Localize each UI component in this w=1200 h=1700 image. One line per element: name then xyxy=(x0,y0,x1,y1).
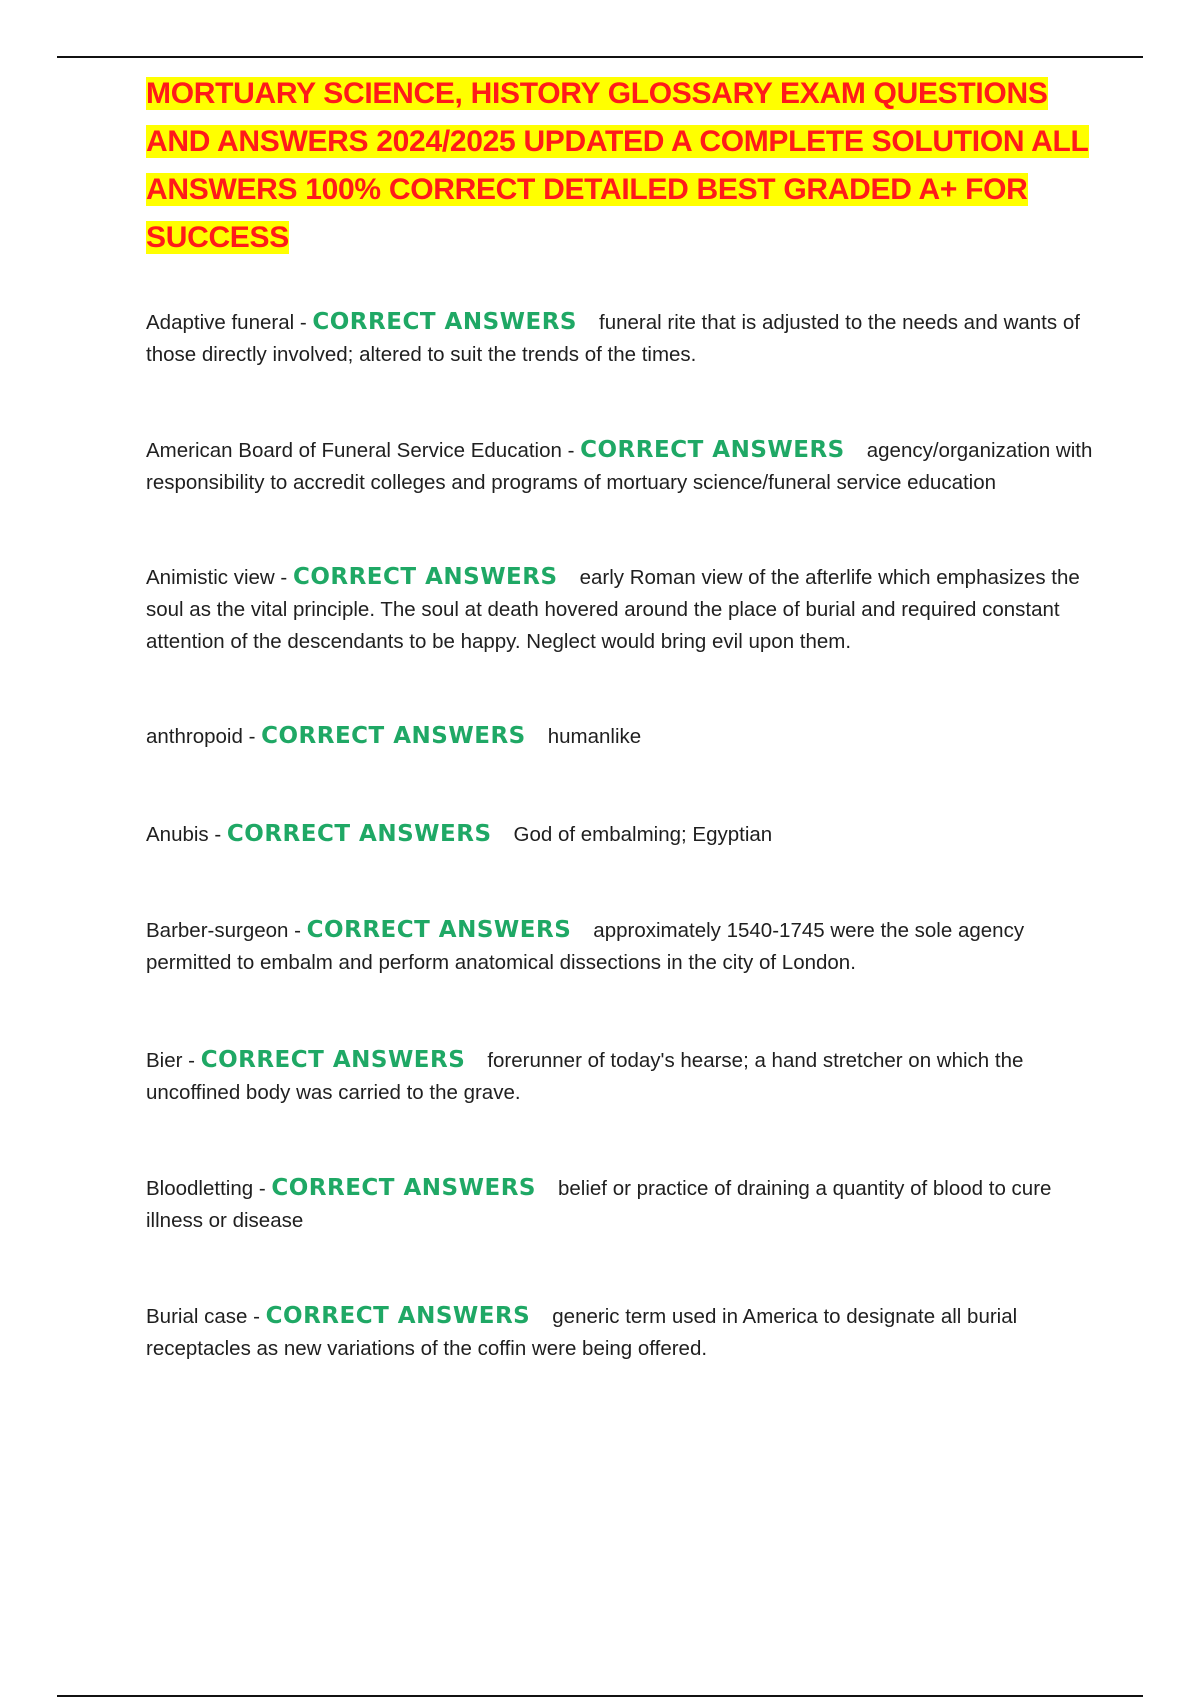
correct-answers-label: CORRECT ANSWERS xyxy=(265,1303,531,1329)
entry-definition: approximately 1540-1745 were the sole agency permitted to embalm and perform anatomical dissections in the city of London. xyxy=(146,919,1025,974)
glossary-entry xyxy=(146,818,1096,851)
correct-answers-label: CORRECT ANSWERS xyxy=(292,564,558,590)
entry-definition: God of embalming; Egyptian xyxy=(513,823,773,846)
entry-definition: generic term used in America to designate all burial receptacles as new variations of the coffin were being offered. xyxy=(146,1305,1018,1360)
correct-answers-label: CORRECT ANSWERS xyxy=(312,309,577,335)
entry-definition: forerunner of today's hearse; a hand stretcher on which the uncoffined body was carried to the grave. xyxy=(146,1049,1024,1104)
entry-term: Bloodletting xyxy=(146,1177,254,1200)
glossary-entry xyxy=(146,914,1096,979)
top-rule xyxy=(57,56,1143,58)
entry-separator: - xyxy=(182,1049,201,1072)
glossary-entry xyxy=(146,720,1096,753)
document-title-text: MORTUARY SCIENCE, HISTORY GLOSSARY EXAM QUESTIONS AND ANSWERS 2024/2025 UPDATED A COMPLETE SOLUTION ALL ANSWERS 100% CORRECT DETAILED BEST GRADED A+ FOR SUCCESS xyxy=(146,77,1089,254)
correct-answers-label: CORRECT ANSWERS xyxy=(226,821,492,847)
entry-definition: humanlike xyxy=(547,725,642,748)
entry-term: Bier xyxy=(146,1049,183,1072)
document-page xyxy=(146,70,1096,1365)
entry-separator: - xyxy=(274,566,293,589)
correct-answers-label: CORRECT ANSWERS xyxy=(261,723,526,749)
bottom-rule xyxy=(57,1695,1143,1697)
entry-term: Burial case xyxy=(146,1305,248,1328)
glossary-entry xyxy=(146,306,1096,371)
entry-term: Anubis xyxy=(146,823,209,846)
glossary-entry xyxy=(146,561,1096,658)
entry-separator: - xyxy=(561,439,581,462)
entry-term: anthropoid xyxy=(146,725,243,748)
entry-definition: belief or practice of draining a quantity of blood to cure illness or disease xyxy=(146,1177,1052,1232)
entry-term: American Board of Funeral Service Education xyxy=(146,439,562,462)
entry-separator: - xyxy=(294,311,313,334)
document-title xyxy=(146,70,1096,262)
entry-separator: - xyxy=(208,823,227,846)
entry-separator: - xyxy=(247,1305,266,1328)
entry-separator: - xyxy=(288,919,307,942)
entry-term: Barber-surgeon xyxy=(146,919,289,942)
correct-answers-label: CORRECT ANSWERS xyxy=(580,437,845,463)
glossary-list xyxy=(146,306,1096,1365)
correct-answers-label: CORRECT ANSWERS xyxy=(271,1175,536,1201)
glossary-entry xyxy=(146,1044,1096,1109)
entry-separator: - xyxy=(242,725,262,748)
entry-definition: funeral rite that is adjusted to the needs and wants of those directly involved; altered to suit the trends of the times. xyxy=(146,311,1080,366)
glossary-entry xyxy=(146,434,1096,499)
glossary-entry xyxy=(146,1172,1096,1237)
entry-definition: agency/organization with responsibility to accredit colleges and programs of mortuary science/funeral service education xyxy=(146,439,1093,494)
correct-answers-label: CORRECT ANSWERS xyxy=(200,1047,466,1073)
entry-definition: early Roman view of the afterlife which emphasizes the soul as the vital principle. The soul at death hovered around the place of burial and required constant attention of the descendants to be happy. Neglect would bring evil upon them. xyxy=(146,566,1080,653)
entry-term: Animistic view xyxy=(146,566,275,589)
correct-answers-label: CORRECT ANSWERS xyxy=(306,917,572,943)
entry-separator: - xyxy=(253,1177,272,1200)
glossary-entry xyxy=(146,1300,1096,1365)
entry-term: Adaptive funeral xyxy=(146,311,295,334)
